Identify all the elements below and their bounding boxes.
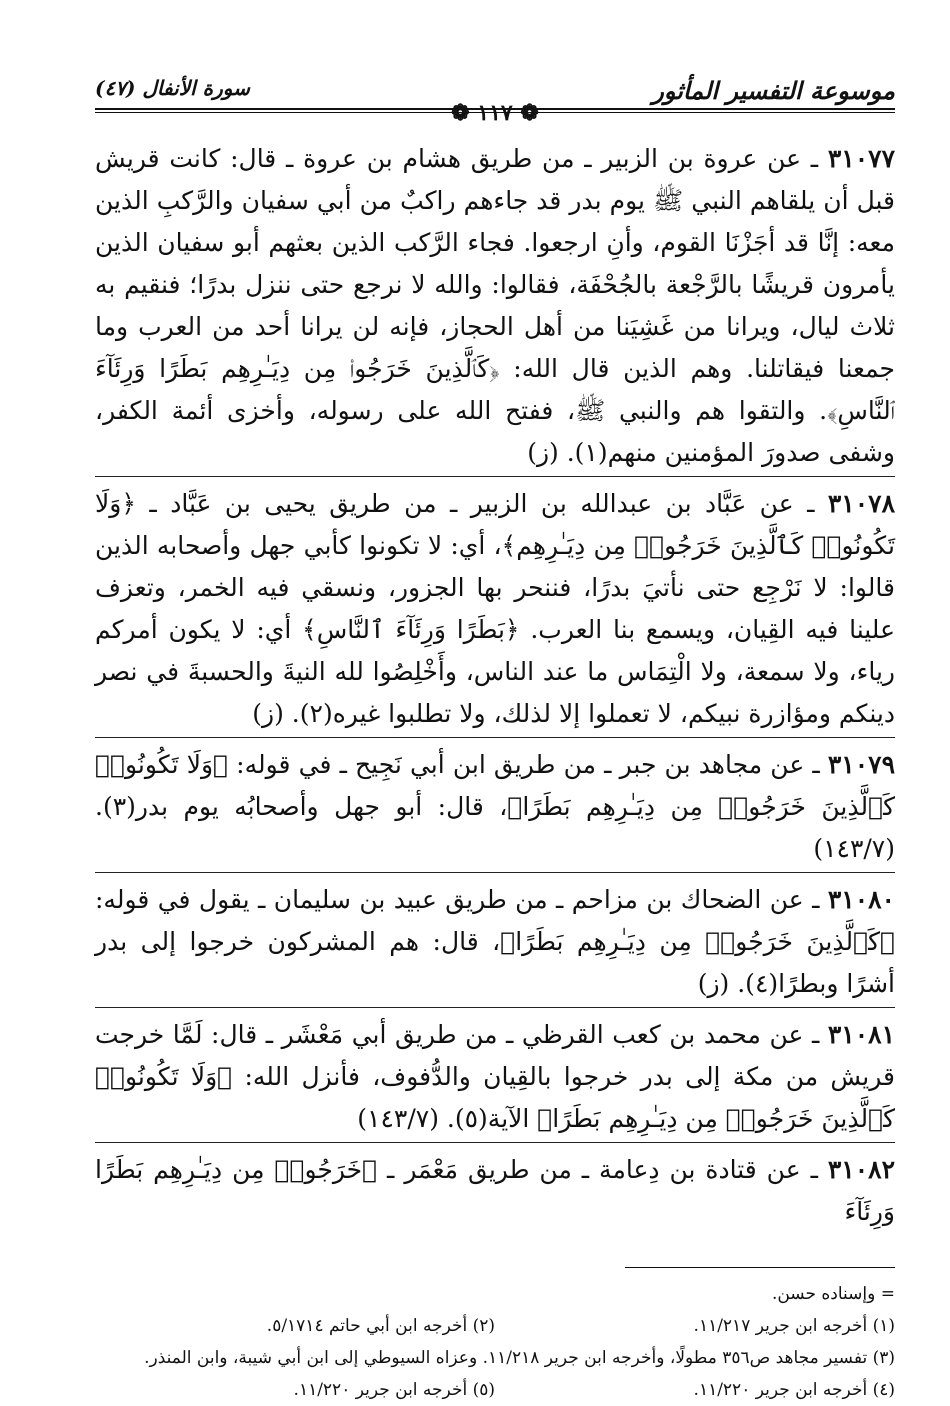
entry-31079	[95, 744, 895, 870]
footnote-row	[95, 1310, 895, 1342]
footnote-row	[95, 1374, 895, 1406]
footnote-5: (٥) أخرجه ابن جرير ١١/٢٢٠.	[293, 1380, 495, 1400]
entry-number: ٣١٠٨٢	[827, 1155, 895, 1184]
footnote-3: (٣) تفسير مجاهد ص٣٥٦ مطولًا، وأخرجه ابن جرير ١١/٢١٨. وعزاه السيوطي إلى ابن أبي شيبة، وابن المنذر.	[144, 1348, 895, 1368]
page-number-block	[451, 100, 539, 126]
entry-text: ـ عن الضحاك بن مزاحم ـ من طريق عبيد بن سليمان ـ يقول في قوله: ﴿كَٱلَّذِينَ خَرَجُوا۟ مِن دِيَـٰرِهِم بَطَرًا﴾، قال: هم المشركون خرجوا إلى بدر أشرًا وبطرًا(٤). (ز)	[95, 885, 895, 998]
footnote-rule	[625, 1267, 895, 1268]
entry-text: ـ عن محمد بن كعب القرظي ـ من طريق أبي مَعْشَر ـ قال: لَمَّا خرجت قريش من مكة إلى بدر خرجوا بالقِيان والدُّفوف، فأنزل الله: ﴿وَلَا تَكُونُوا۟ كَٱلَّذِينَ خَرَجُوا۟ مِن دِيَـٰرِهِم بَطَرًا﴾ الآية(٥). (١٤٣/٧)	[95, 1020, 895, 1133]
footnote-1: (١) أخرجه ابن جرير ١١/٢١٧.	[693, 1316, 895, 1336]
entry-divider	[95, 872, 895, 873]
entry-text: ـ عن مجاهد بن جبر ـ من طريق ابن أبي نَجِيح ـ في قوله: ﴿وَلَا تَكُونُوا۟ كَٱلَّذِينَ خَرَجُوا۟ مِن دِيَـٰرِهِم بَطَرًا﴾، قال: أبو جهل وأصحابُه يوم بدر(٣). (١٤٣/٧)	[95, 750, 895, 863]
footnote-2: (٢) أخرجه ابن أبي حاتم ٥/١٧١٤.	[266, 1316, 495, 1336]
main-text	[95, 138, 895, 1233]
entry-31082	[95, 1149, 895, 1233]
entry-31078	[95, 483, 895, 735]
entry-divider	[95, 737, 895, 738]
entry-divider	[95, 476, 895, 477]
entry-31080	[95, 879, 895, 1005]
book-title: موسوعة التفسير المأثور	[652, 76, 895, 105]
entry-number: ٣١٠٧٨	[827, 489, 895, 518]
footnotes	[95, 1278, 895, 1406]
entry-number: ٣١٠٨١	[827, 1020, 895, 1049]
entry-text: ـ عن عروة بن الزبير ـ من طريق هشام بن عروة ـ قال: كانت قريش قبل أن يلقاهم النبي ﷺ يوم بدر قد جاءهم راكبٌ من أبي سفيان والرَّكبِ الذين معه: إنَّا قد أجَزْنَا القوم، وأنِ ارجعوا. فجاء الرَّكب الذين بعثهم أبو سفيان الذين يأمرون قريشًا بالرَّجْعة بالجُحْفَة، فقالوا: والله لا نرجع حتى ننزل بدرًا؛ فنقيم به ثلاث ليال، ويرانا من غَشِيَنا من أهل الحجاز، فإنه لن يرانا أحد من العرب وما جمعنا فيقاتلنا. وهم الذين قال الله: ﴿كَٱلَّذِينَ خَرَجُوا۟ مِن دِيَـٰرِهِم بَطَرًا وَرِئَآءَ ٱلنَّاسِ﴾. والتقوا هم والنبي ﷺ، ففتح الله على رسوله، وأخزى أئمة الكفر، وشفى صدورَ المؤمنين منهم(١). (ز)	[95, 144, 895, 467]
entry-number: ٣١٠٧٧	[827, 144, 896, 173]
ornament-left-icon: ❁	[451, 100, 470, 126]
entry-31077	[95, 138, 895, 474]
ornament-right-icon: ❁	[520, 100, 539, 126]
entry-number: ٣١٠٧٩	[827, 750, 896, 779]
entry-text: ـ عن عَبَّاد بن عبدالله بن الزبير ـ من طريق يحيى بن عَبَّاد ـ ﴿وَلَا تَكُونُوا۟ كَٱلَّذِينَ خَرَجُوا۟ مِن دِيَـٰرِهِم﴾، أي: لا تكونوا كأبي جهل وأصحابه الذين قالوا: لا نَرْجِع حتى نأتيَ بدرًا، فننحر بها الجزور، ونسقي فيه الخمر، وتعزف علينا فيه القِيان، ويسمع بنا العرب. ﴿بَطَرًا وَرِئَآءَ ٱلنَّاسِ﴾ أي: لا يكون أمركم رياء، ولا سمعة، ولا الْتِمَاس ما عند الناس، وأَخْلِصُوا لله النيةَ والحسبةَ في نصر دينكم ومؤازرة نبيكم، لا تعملوا إلا لذلك، ولا تطلبوا غيره(٢). (ز)	[95, 489, 895, 728]
entry-31081	[95, 1014, 895, 1140]
entry-text: ـ عن قتادة بن دِعامة ـ من طريق مَعْمَر ـ ﴿خَرَجُوا۟ مِن دِيَـٰرِهِم بَطَرًا وَرِئَآءَ	[95, 1155, 895, 1226]
page-number: ١١٧	[477, 100, 513, 126]
entry-divider	[95, 1142, 895, 1143]
surah-label: سورة الأنفال (٤٧)	[95, 76, 250, 100]
entry-number: ٣١٠٨٠	[827, 885, 895, 914]
footnote-continuation: = وإسناده حسن.	[771, 1284, 895, 1304]
page-header	[95, 64, 895, 126]
entry-divider	[95, 1007, 895, 1008]
footnote-4: (٤) أخرجه ابن جرير ١١/٢٢٠.	[693, 1380, 895, 1400]
